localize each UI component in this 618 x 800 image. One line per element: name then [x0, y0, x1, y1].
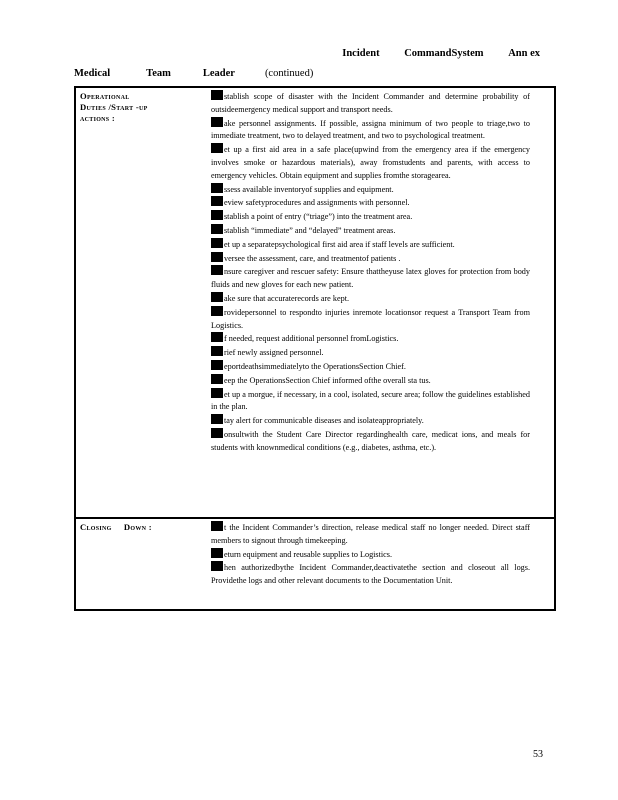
duty-item: f needed, request additional personnel fromLogistics.	[211, 332, 530, 346]
redaction-bar	[211, 117, 223, 127]
duty-item: ssess available inventoryof supplies and equipment.	[211, 183, 530, 197]
redaction-bar	[211, 90, 223, 100]
redaction-bar	[211, 374, 223, 384]
redaction-bar	[211, 306, 223, 316]
redaction-bar	[211, 238, 223, 248]
redaction-bar	[211, 561, 223, 571]
redaction-bar	[211, 414, 223, 424]
closing-down-content	[203, 519, 554, 609]
redaction-bar	[211, 332, 223, 342]
section-title	[74, 68, 313, 79]
operational-duties-label	[76, 88, 203, 517]
duty-item: tay alert for communicable diseases and isolateappropriately.	[211, 414, 530, 428]
redaction-bar	[211, 265, 223, 275]
redaction-bar	[211, 388, 223, 398]
title-word-leader: Leader	[202, 68, 235, 79]
redaction-bar	[211, 428, 223, 438]
redaction-bar	[211, 183, 223, 193]
title-word-medical: Medical	[74, 68, 111, 79]
duty-item: eview safetyprocedures and assignments with personnel.	[211, 196, 530, 210]
closing-down-label	[76, 519, 203, 609]
duty-item: eturn equipment and reusable supplies to Logistics.	[211, 548, 530, 562]
redaction-bar	[211, 521, 223, 531]
duty-item: eep the OperationsSection Chief informed ofthe overall sta tus.	[211, 374, 530, 388]
duties-table	[74, 86, 556, 611]
label-line: Closing	[80, 522, 112, 532]
closing-down-row	[76, 517, 554, 609]
duty-item: eportdeathsimmediatelyto the OperationsSection Chief.	[211, 360, 530, 374]
duty-item: ake personnel assignments. If possible, assigna minimum of two people to triage,two to immediate treatment, two to delayed treatment, and two to psychological treatment.	[211, 118, 530, 141]
header-incident: Incident	[342, 48, 380, 59]
redaction-bar	[211, 224, 223, 234]
duty-item: onsultwith the Student Care Director regardinghealth care, medicat ions, and meals for students with knownmedical conditions (e.g., diabetes, asthma, etc.).	[211, 429, 530, 452]
redaction-bar	[211, 143, 223, 153]
title-continued: (continued)	[264, 68, 314, 79]
label-line: Duties /Start -up	[80, 102, 148, 112]
duty-item: et up a morgue, if necessary, in a cool, isolated, secure area; follow the guidelines established in the plan.	[211, 389, 530, 412]
duty-item: t the Incident Commander’s direction, release medical staff no longer needed. Direct staff members to signout through timekeeping.	[211, 523, 530, 545]
redaction-bar	[211, 196, 223, 206]
label-line: actions :	[80, 113, 116, 123]
redaction-bar	[211, 548, 223, 558]
document-header	[320, 48, 540, 59]
operational-duties-content	[203, 88, 554, 517]
duty-item: versee the assessment, care, and treatmentof patients .	[211, 252, 530, 266]
duty-item: rovidepersonnel to respondto injuries inremote locationsor request a Transport Team from Logistics.	[211, 307, 530, 330]
redaction-bar	[211, 360, 223, 370]
page-number: 53	[533, 749, 543, 760]
duty-item: stablish scope of disaster with the Incident Commander and determine probability of outsideemergency medical support and transport needs.	[211, 92, 530, 114]
duty-item: stablish “immediate” and “delayed” treatment areas.	[211, 224, 530, 238]
duty-item: nsure caregiver and rescuer safety: Ensure thattheyuse latex gloves for protection from body fluids and new gloves for each new patient.	[211, 267, 530, 290]
header-command-system: CommandSystem	[404, 48, 484, 59]
duty-item: et up a first aid area in a safe place(upwind from the emergency area if the emergency involves smoke or hazardous materials), away fromstudents and parents, with access to emergency vehicles. Obtain equipment and supplies fromthe storagearea.	[211, 145, 530, 180]
title-word-team: Team	[146, 68, 171, 79]
header-annex: Ann ex	[508, 48, 540, 59]
redaction-bar	[211, 252, 223, 262]
duty-item: ake sure that accuraterecords are kept.	[211, 292, 530, 306]
duty-item: stablish a point of entry (“triage”) into the treatment area.	[211, 210, 530, 224]
redaction-bar	[211, 292, 223, 302]
duty-item: hen authorizedbythe Incident Commander,deactivatethe section and closeout all logs. Providethe logs and other relevant documents to the Documentation Unit.	[211, 563, 530, 586]
label-line: Down :	[123, 522, 152, 532]
redaction-bar	[211, 210, 223, 220]
duty-item: et up a separatepsychological first aid area if staff levels are sufficient.	[211, 238, 530, 252]
duty-item: rief newly assigned personnel.	[211, 346, 530, 360]
redaction-bar	[211, 346, 223, 356]
label-line: Operational	[80, 91, 130, 101]
operational-duties-row	[76, 88, 554, 517]
